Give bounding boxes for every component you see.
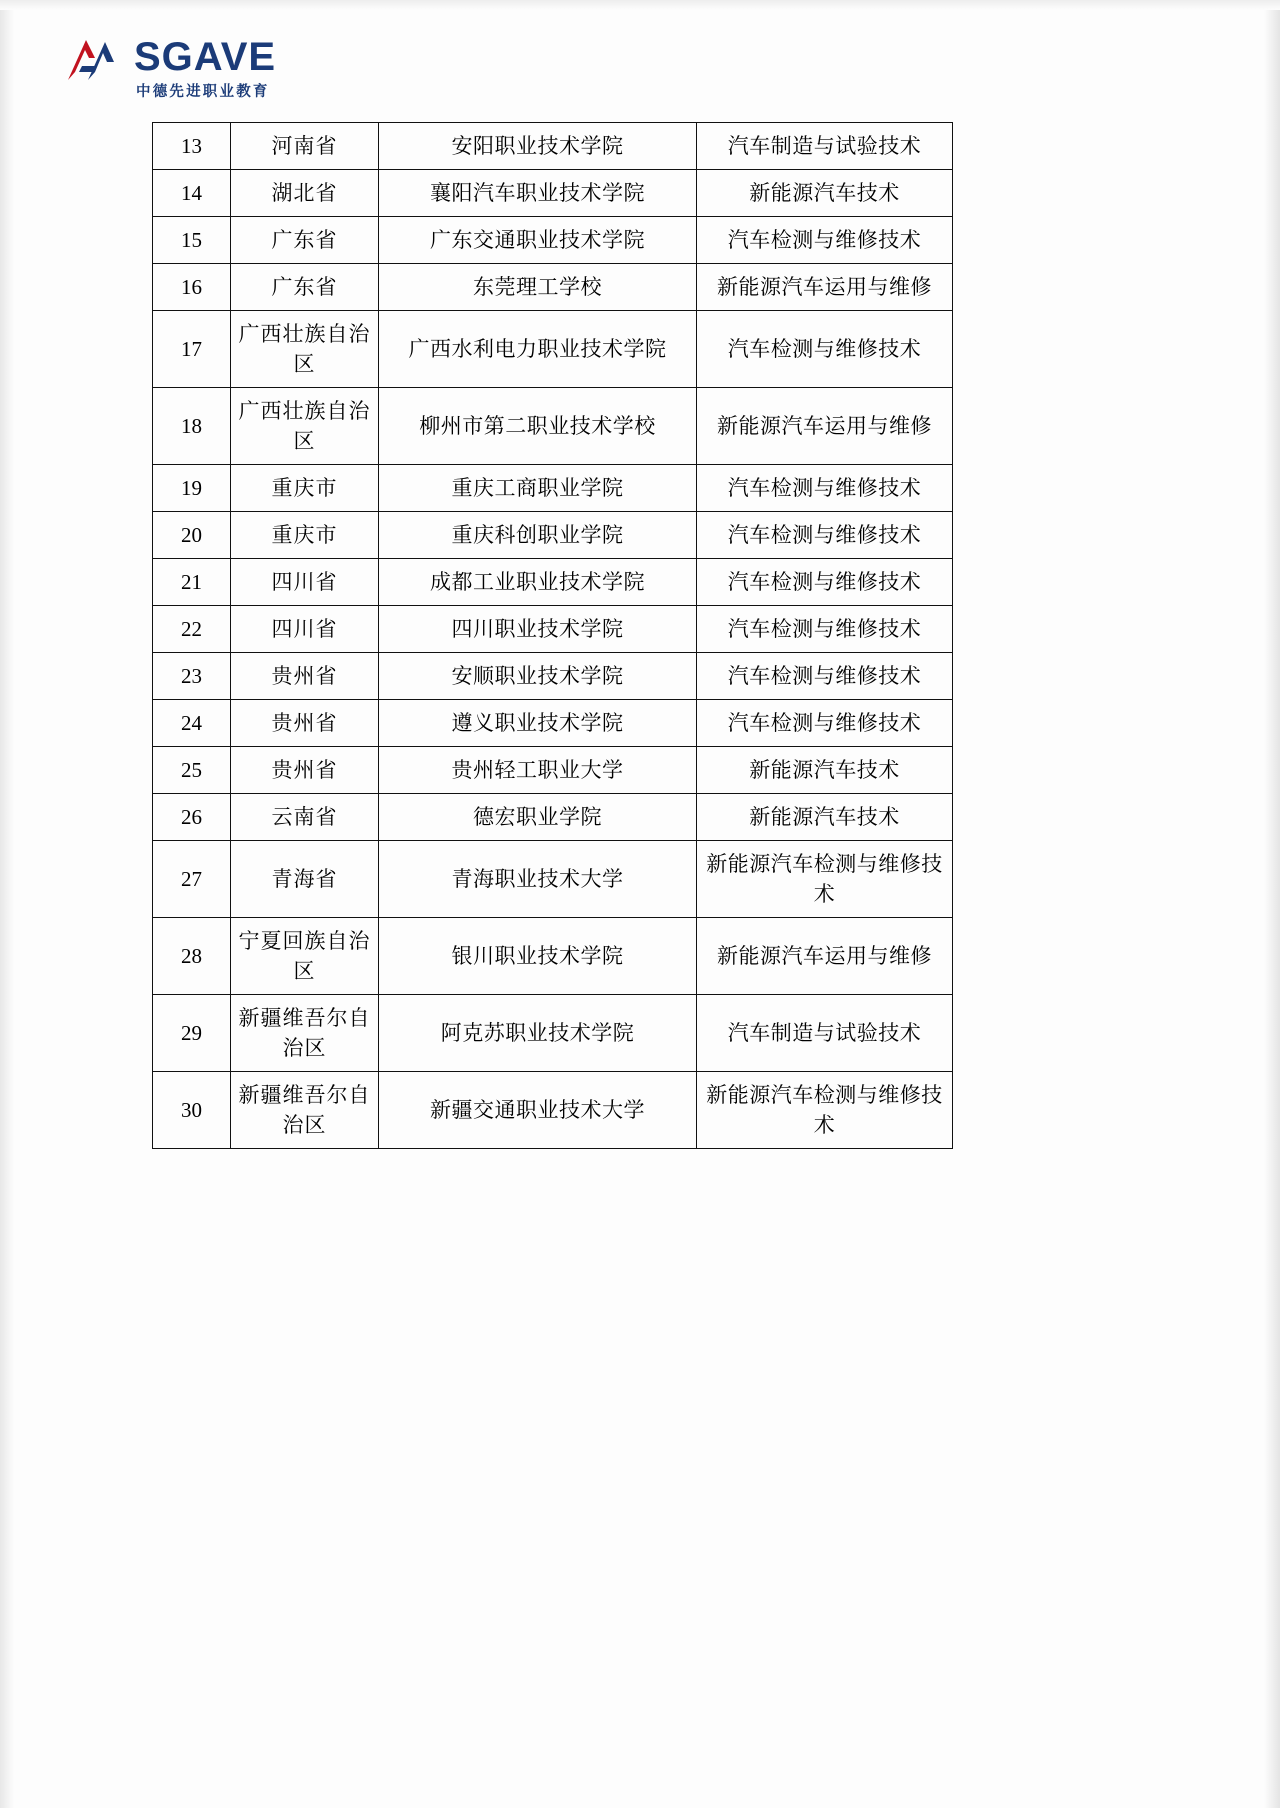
row-index-cell: 21 <box>153 559 231 606</box>
row-index-cell: 13 <box>153 123 231 170</box>
row-index-cell: 27 <box>153 841 231 918</box>
major-name-cell: 汽车检测与维修技术 <box>697 512 953 559</box>
table-row <box>153 700 953 747</box>
school-name-cell: 广西水利电力职业技术学院 <box>379 311 697 388</box>
sgave-logo <box>62 36 276 101</box>
school-name-cell: 新疆交通职业技术大学 <box>379 1072 697 1149</box>
row-index-cell: 17 <box>153 311 231 388</box>
major-name-cell: 汽车检测与维修技术 <box>697 653 953 700</box>
province-cell: 贵州省 <box>231 653 379 700</box>
school-name-cell: 遵义职业技术学院 <box>379 700 697 747</box>
school-name-cell: 安阳职业技术学院 <box>379 123 697 170</box>
table-row <box>153 170 953 217</box>
province-cell: 广东省 <box>231 264 379 311</box>
major-name-cell: 汽车检测与维修技术 <box>697 217 953 264</box>
major-name-cell: 汽车检测与维修技术 <box>697 559 953 606</box>
table-row <box>153 1072 953 1149</box>
province-cell: 新疆维吾尔自治区 <box>231 995 379 1072</box>
table-row <box>153 747 953 794</box>
row-index-cell: 28 <box>153 918 231 995</box>
school-list-body <box>153 123 953 1149</box>
row-index-cell: 16 <box>153 264 231 311</box>
row-index-cell: 14 <box>153 170 231 217</box>
logo-text-block <box>134 36 276 101</box>
page-edge-left <box>0 0 14 1808</box>
province-cell: 新疆维吾尔自治区 <box>231 1072 379 1149</box>
major-name-cell: 新能源汽车技术 <box>697 747 953 794</box>
province-cell: 广西壮族自治区 <box>231 311 379 388</box>
table-row <box>153 794 953 841</box>
school-name-cell: 襄阳汽车职业技术学院 <box>379 170 697 217</box>
province-cell: 四川省 <box>231 559 379 606</box>
school-name-cell: 东莞理工学校 <box>379 264 697 311</box>
row-index-cell: 24 <box>153 700 231 747</box>
major-name-cell: 新能源汽车技术 <box>697 170 953 217</box>
major-name-cell: 汽车检测与维修技术 <box>697 465 953 512</box>
table-row <box>153 217 953 264</box>
logo-subtitle: 中德先进职业教育 <box>136 84 270 100</box>
major-name-cell: 新能源汽车运用与维修 <box>697 918 953 995</box>
major-name-cell: 新能源汽车检测与维修技术 <box>697 1072 953 1149</box>
major-name-cell: 汽车检测与维修技术 <box>697 700 953 747</box>
school-name-cell: 四川职业技术学院 <box>379 606 697 653</box>
school-name-cell: 广东交通职业技术学院 <box>379 217 697 264</box>
school-name-cell: 重庆工商职业学院 <box>379 465 697 512</box>
school-name-cell: 安顺职业技术学院 <box>379 653 697 700</box>
table-row <box>153 995 953 1072</box>
table-row <box>153 311 953 388</box>
table-row <box>153 123 953 170</box>
province-cell: 云南省 <box>231 794 379 841</box>
province-cell: 重庆市 <box>231 465 379 512</box>
page-edge-right <box>1264 0 1280 1808</box>
row-index-cell: 20 <box>153 512 231 559</box>
table-row <box>153 606 953 653</box>
province-cell: 四川省 <box>231 606 379 653</box>
row-index-cell: 30 <box>153 1072 231 1149</box>
row-index-cell: 19 <box>153 465 231 512</box>
province-cell: 宁夏回族自治区 <box>231 918 379 995</box>
table-row <box>153 388 953 465</box>
logo-wordmark: SGAVE <box>134 35 277 79</box>
major-name-cell: 新能源汽车运用与维修 <box>697 388 953 465</box>
school-list-table <box>152 122 953 1149</box>
table-row <box>153 264 953 311</box>
school-name-cell: 德宏职业学院 <box>379 794 697 841</box>
row-index-cell: 29 <box>153 995 231 1072</box>
school-name-cell: 成都工业职业技术学院 <box>379 559 697 606</box>
school-name-cell: 青海职业技术大学 <box>379 841 697 918</box>
major-name-cell: 汽车检测与维修技术 <box>697 606 953 653</box>
school-name-cell: 柳州市第二职业技术学校 <box>379 388 697 465</box>
row-index-cell: 25 <box>153 747 231 794</box>
major-name-cell: 汽车制造与试验技术 <box>697 995 953 1072</box>
major-name-cell: 汽车检测与维修技术 <box>697 311 953 388</box>
province-cell: 广东省 <box>231 217 379 264</box>
row-index-cell: 22 <box>153 606 231 653</box>
row-index-cell: 26 <box>153 794 231 841</box>
province-cell: 重庆市 <box>231 512 379 559</box>
table-row <box>153 512 953 559</box>
table-row <box>153 653 953 700</box>
row-index-cell: 15 <box>153 217 231 264</box>
row-index-cell: 18 <box>153 388 231 465</box>
sgave-a-mark-icon <box>62 36 124 82</box>
province-cell: 湖北省 <box>231 170 379 217</box>
province-cell: 贵州省 <box>231 700 379 747</box>
table-row <box>153 465 953 512</box>
school-list-table-wrap <box>152 122 952 1149</box>
row-index-cell: 23 <box>153 653 231 700</box>
table-row <box>153 918 953 995</box>
table-row <box>153 559 953 606</box>
school-name-cell: 阿克苏职业技术学院 <box>379 995 697 1072</box>
province-cell: 青海省 <box>231 841 379 918</box>
province-cell: 广西壮族自治区 <box>231 388 379 465</box>
province-cell: 河南省 <box>231 123 379 170</box>
province-cell: 贵州省 <box>231 747 379 794</box>
major-name-cell: 汽车制造与试验技术 <box>697 123 953 170</box>
major-name-cell: 新能源汽车技术 <box>697 794 953 841</box>
school-name-cell: 银川职业技术学院 <box>379 918 697 995</box>
major-name-cell: 新能源汽车运用与维修 <box>697 264 953 311</box>
school-name-cell: 重庆科创职业学院 <box>379 512 697 559</box>
page-edge-top <box>0 0 1280 10</box>
school-name-cell: 贵州轻工职业大学 <box>379 747 697 794</box>
major-name-cell: 新能源汽车检测与维修技术 <box>697 841 953 918</box>
table-row <box>153 841 953 918</box>
